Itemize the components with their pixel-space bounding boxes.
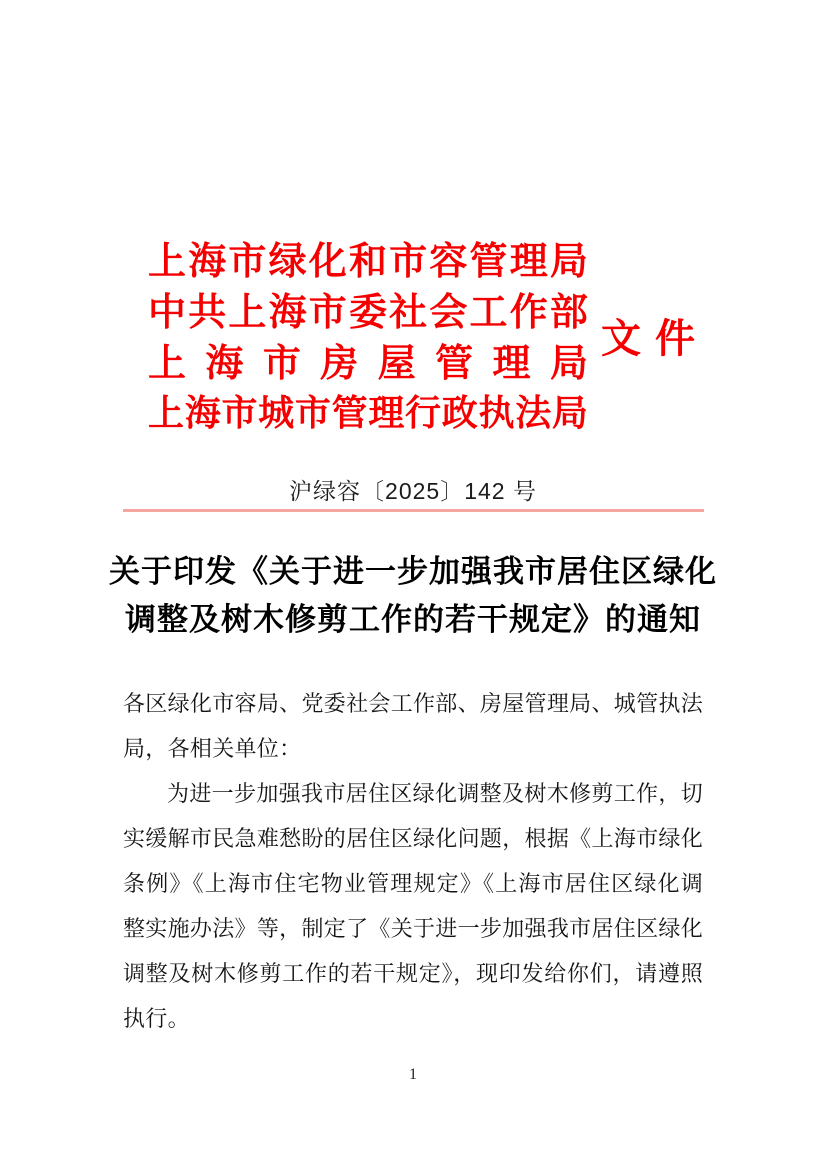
page-number: 1 — [409, 1066, 417, 1083]
agency-name-line-4: 上 海 市 城 市 管 理 行 政 执 法 局 — [148, 393, 588, 433]
salutation: 各区绿化市容局、党委社会工作部、房屋管理局、城管执法局，各相关单位： — [123, 691, 703, 761]
red-divider-rule — [123, 509, 704, 512]
agency-name-line-1: 上 海 市 绿 化 和 市 容 管 理 局 — [148, 241, 588, 283]
agency-name-line-2: 中 共 上 海 市 委 社 会 工 作 部 — [148, 292, 588, 334]
document-body — [123, 681, 703, 1041]
document-title-line-1: 关于印发《关于进一步加强我市居住区绿化 — [109, 554, 717, 589]
document-title — [100, 548, 726, 644]
document-type-label: 文 件 — [601, 315, 695, 361]
letterhead — [148, 232, 588, 436]
agency-name-line-3: 上 海 市 房 屋 管 理 局 — [148, 343, 588, 385]
document-number: 沪绿容〔2025〕142 号 — [289, 478, 537, 504]
document-title-line-2: 调整及树木修剪工作的若干规定》的通知 — [125, 602, 701, 637]
body-paragraph: 为进一步加强我市居住区绿化调整及树木修剪工作，切实缓解市民急难愁盼的居住区绿化问题，根据《上海市绿化条例》《上海市住宅物业管理规定》《上海市居住区绿化调整实施办法》等，制定了《关于进一步加强我市居住区绿化调整及树木修剪工作的若干规定》，现印发给你们，请遵照执行。 — [123, 781, 703, 1031]
